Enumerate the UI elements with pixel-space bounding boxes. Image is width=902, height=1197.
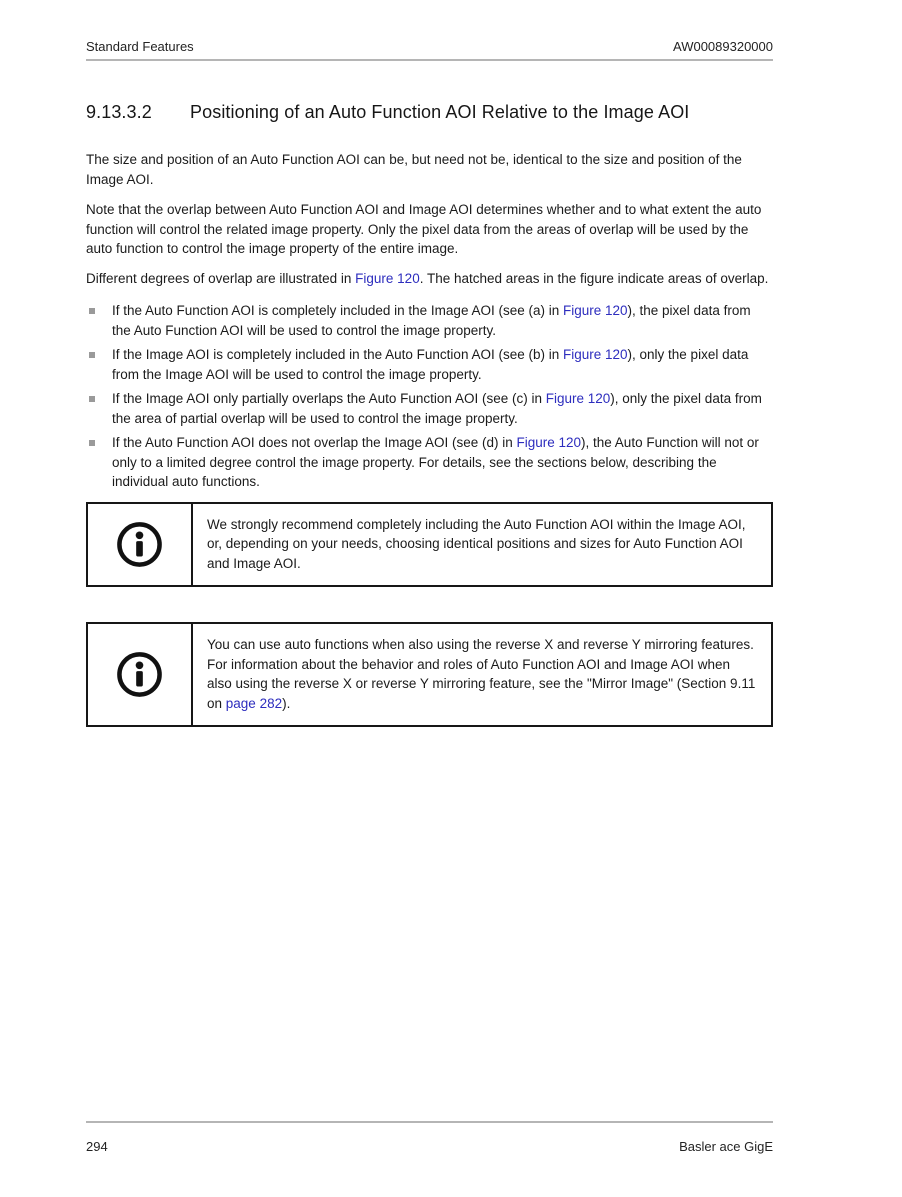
header-section-title: Standard Features	[86, 39, 194, 54]
note-text	[193, 504, 771, 586]
list-item-text	[112, 391, 762, 426]
cross-reference-link[interactable]: Figure 120	[562, 347, 628, 362]
bullet-icon	[89, 440, 95, 446]
section-number: 9.13.3.2	[86, 102, 152, 122]
note-box	[86, 622, 773, 727]
text-segment: ), the Auto Function will not or only to a limited degree control the image property. For details, see the sections below, describing the individual auto functions.	[112, 435, 759, 489]
text-segment: ), the pixel data from the Auto Function AOI will be used to control the image property.	[112, 303, 751, 338]
list-item	[86, 301, 773, 340]
text-segment: ), only the pixel data from the area of partial overlap will be used to control the image property.	[112, 391, 762, 426]
page-footer	[86, 1139, 773, 1154]
section-heading	[86, 101, 773, 124]
text-segment: We strongly recommend completely including the Auto Function AOI within the Image AOI, or, depending on your needs, choosing identical positions and sizes for Auto Function AOI and Image AOI.	[207, 516, 746, 571]
paragraph	[86, 269, 773, 289]
list-item	[86, 433, 773, 492]
list-item-text	[112, 435, 759, 489]
bullet-icon	[89, 352, 95, 358]
header-divider	[86, 59, 773, 61]
cross-reference-link[interactable]: Figure 120	[545, 391, 611, 406]
text-segment: ), only the pixel data from the Image AOI will be used to control the image property.	[112, 347, 749, 382]
footer-product-name: Basler ace GigE	[679, 1139, 773, 1154]
note-icon-cell	[88, 504, 193, 586]
cross-reference-link[interactable]: Figure 120	[562, 303, 628, 318]
cross-reference-link[interactable]: Figure 120	[516, 435, 582, 450]
note-text	[193, 624, 771, 725]
bullet-icon	[89, 308, 95, 314]
header-document-id: AW00089320000	[673, 39, 773, 54]
footer-page-number: 294	[86, 1139, 108, 1154]
list-item	[86, 389, 773, 428]
note-icon-cell	[88, 624, 193, 725]
text-segment: . The hatched areas in the figure indicate areas of overlap.	[419, 270, 769, 286]
paragraph	[86, 150, 773, 189]
text-segment: If the Auto Function AOI is completely included in the Image AOI (see (a) in	[112, 303, 563, 318]
text-segment: You can use auto functions when also using the reverse X and reverse Y mirroring features. For information about the behavior and roles of Auto Function AOI and Image AOI when also using the reverse X or reverse Y mirroring feature, see the "Mirror Image" (Section 9.11 on	[207, 637, 756, 711]
text-segment: If the Auto Function AOI does not overlap the Image AOI (see (d) in	[112, 435, 517, 450]
paragraph	[86, 200, 773, 259]
text-segment: Note that the overlap between Auto Function AOI and Image AOI determines whether and to what extent the auto function will control the related image property. Only the pixel data from the areas of overlap will be used by the auto function to control the image property of the entire image.	[86, 202, 762, 256]
text-segment: ).	[282, 695, 291, 711]
section-title: Positioning of an Auto Function AOI Relative to the Image AOI	[190, 102, 690, 122]
text-segment: Different degrees of overlap are illustrated in	[86, 270, 356, 286]
cross-reference-link[interactable]: page 282	[225, 695, 283, 711]
content-column	[86, 101, 773, 727]
footer-divider	[86, 1121, 773, 1123]
list-item-text	[112, 347, 748, 382]
text-segment: The size and position of an Auto Function AOI can be, but need not be, identical to the size and position of the Image AOI.	[86, 152, 742, 187]
cross-reference-link[interactable]: Figure 120	[355, 270, 420, 286]
text-segment: If the Image AOI is completely included in the Auto Function AOI (see (b) in	[112, 347, 563, 362]
overlap-cases-list	[86, 301, 773, 492]
page-header	[86, 39, 773, 54]
info-icon	[116, 521, 163, 568]
list-item-text	[112, 303, 751, 338]
note-box	[86, 502, 773, 588]
bullet-icon	[89, 396, 95, 402]
info-icon	[116, 651, 163, 698]
list-item	[86, 345, 773, 384]
text-segment: If the Image AOI only partially overlaps the Auto Function AOI (see (c) in	[112, 391, 546, 406]
